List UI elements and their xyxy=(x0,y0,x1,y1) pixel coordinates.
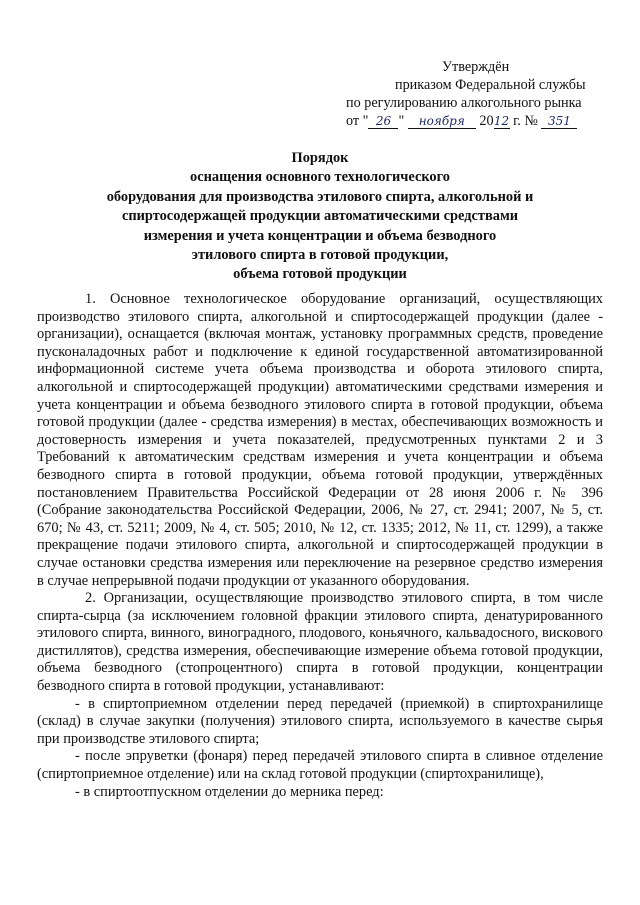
list-item: - после эпруветки (фонаря) перед передачей этилового спирта в сливное отделение (спиртоприемное отделение) или на склад готовой продукции (спиртохранилище), xyxy=(37,748,603,783)
document-title xyxy=(20,149,620,285)
title-line: спиртосодержащей продукции автоматическими средствами xyxy=(121,208,519,225)
list-item: - в спиртоотпускном отделении до мерника перед: xyxy=(75,783,384,800)
approval-number-label: г. № xyxy=(513,113,538,129)
approval-number: 351 xyxy=(541,114,577,129)
title-line: измерения и учета концентрации и объема безводного xyxy=(143,227,497,244)
approval-quote-close: " xyxy=(398,113,405,129)
title-line: оборудования для производства этилового спирта, алкогольной и xyxy=(106,188,534,205)
paragraph-1: 1. Основное технологическое оборудование организаций, осуществляющих производство этилового спирта, алкогольной и спиртосодержащей продукции (далее - организации), оснащается (включая монтаж, установку программных средств, проведение пусконаладочных работ и подключение к единой государственной автоматизированной информационной системе учета объема производства и оборота этилового спирта, алкогольной и спиртосодержащей продукции) автоматическими средствами измерения и учета концентрации и объема безводного этилового спирта в готовой продукции, объема готовой продукции (далее - средства измерения) в местах, обеспечивающих возможность и достоверность измерения и учета показателей, предусмотренных пунктами 2 и 3 Требований к автоматическим средствам измерения и учета концентрации и объема безводного спирта в готовой продукции, объема готовой продукции, утверждённых постановлением Правительства Российской Федерации от 28 июня 2006 г. № 396 (Собрание законодательства Российской Федерации, 2006, № 27, ст. 2941; 2007, № 5, ст. 670; № 43, ст. 5211; 2009, № 4, ст. 505; 2010, № 12, ст. 1335; 2012, № 11, ст. 1299), а также прекращение подачи этилового спирта, алкогольной и спиртосодержащей продукции в случае остановки средства измерения или переключение на резервное средство измерения в случае непрерывной подачи продукции от указанного оборудования. xyxy=(37,291,603,589)
approval-date-line xyxy=(338,112,628,130)
approval-year-suffix: 12 xyxy=(493,114,510,128)
title-line: этилового спирта в готовой продукции, xyxy=(191,247,449,264)
paragraph-2: 2. Организации, осуществляющие производство этилового спирта, в том числе спирта-сырца (за исключением головной фракции этилового спирта, денатурированного этилового спирта, винного, виноградного, плодового, коньячного, кальвадосного, вискового дистиллятов), средства измерения, обеспечивающие измерение объема готовой продукции, объема безводного (стопроцентного) спирта в готовой продукции, концентрации безводного спирта в готовой продукции, устанавливают: xyxy=(37,590,603,695)
title-line: оснащения основного технологического xyxy=(190,169,450,186)
approval-stamp xyxy=(338,58,628,130)
approval-service: по регулированию алкогольного рынка xyxy=(346,95,582,111)
approval-date-prefix: от " xyxy=(346,113,369,129)
title-heading: Порядок xyxy=(291,150,349,166)
approval-order: приказом Федеральной службы xyxy=(395,77,586,93)
approval-month: ноября xyxy=(408,114,476,129)
list-item: - в спиртоприемном отделении перед передачей (приемкой) в спиртохранилище (склад) в случае закупки (получения) этилового спирта, используемого в качестве сырья при производстве этилового спирта; xyxy=(37,695,603,747)
title-line: объема готовой продукции xyxy=(233,266,407,283)
approval-title: Утверждён xyxy=(442,59,510,75)
document-body xyxy=(37,291,603,801)
approval-year-prefix: 20 xyxy=(479,113,494,129)
approval-day: 26 xyxy=(368,114,398,129)
